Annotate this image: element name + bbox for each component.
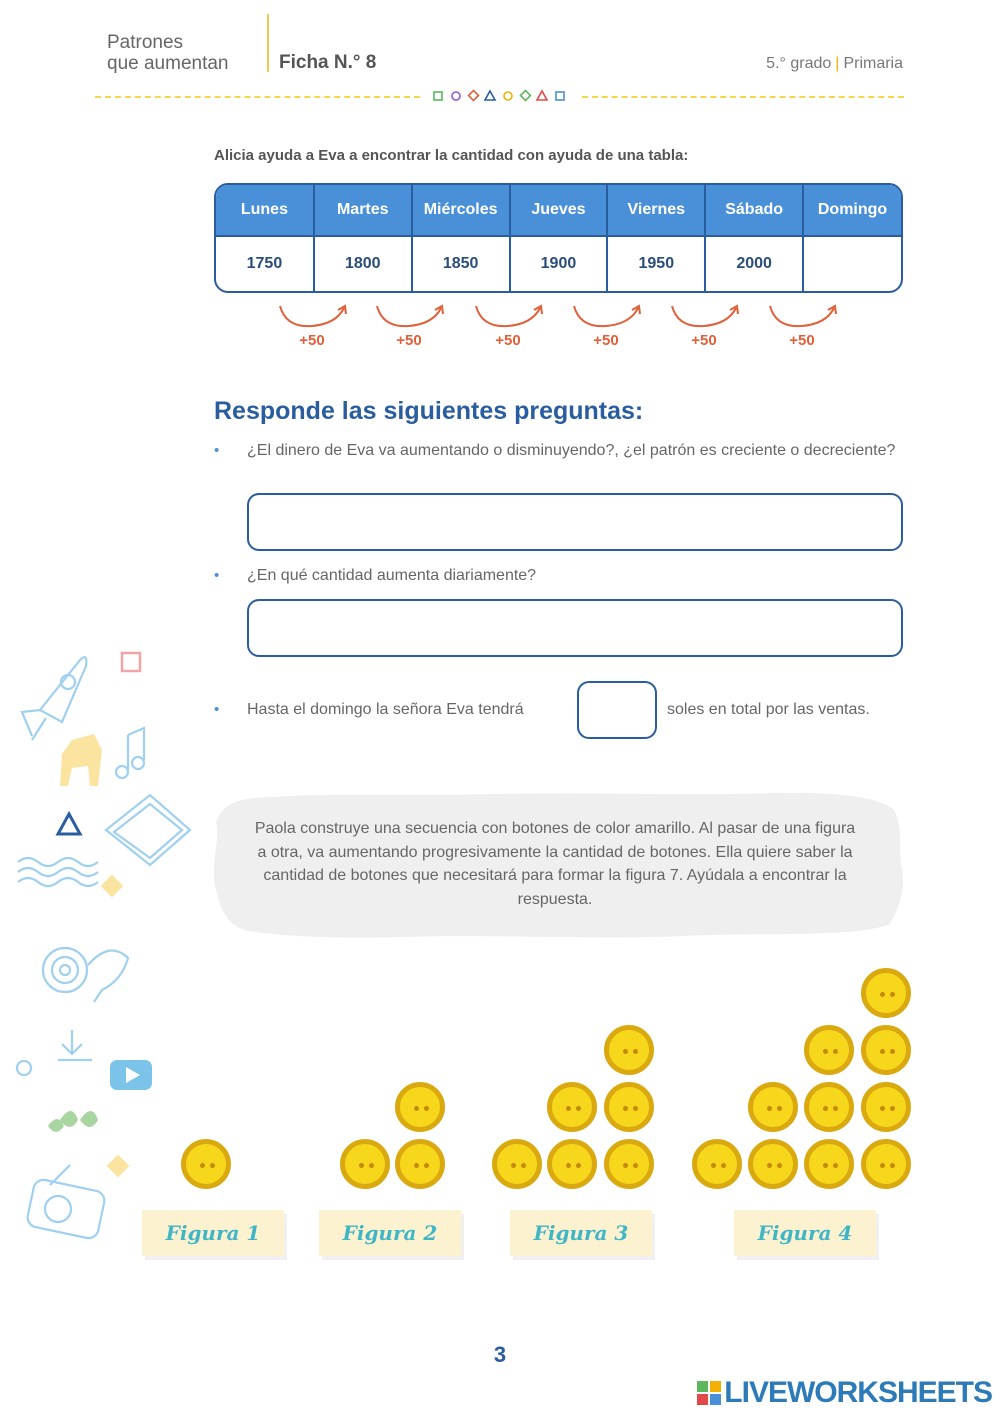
step-label: +50 [495, 332, 521, 349]
figure-label: Figura 3 [510, 1210, 652, 1256]
days-row [216, 185, 901, 236]
question-3-after: soles en total por las ventas. [667, 701, 870, 718]
step-label: +50 [789, 332, 815, 349]
yellow-button-icon [861, 968, 911, 1018]
day-header: Jueves [510, 185, 608, 236]
step-label: +50 [593, 332, 619, 349]
topic-line-2: que aumentan [107, 53, 229, 74]
answer-field-1[interactable] [247, 493, 903, 551]
intro-text: Alicia ayuda a Eva a encontrar la cantidad con ayuda de una tabla: [214, 147, 689, 164]
bullet-2: • [214, 567, 220, 584]
curved-arrow-icon [566, 302, 646, 330]
liveworksheets-watermark[interactable]: LIVEWORKSHEETS [724, 1376, 992, 1409]
curved-arrow-icon [369, 302, 449, 330]
decorative-doodles-icon [10, 640, 200, 1260]
domingo-answer-cell[interactable] [803, 236, 901, 291]
day-header: Miércoles [412, 185, 510, 236]
cloud-problem-text: Paola construye una secuencia con botones de color amarillo. Al pasar de una figura a otra, va aumentando progresivamente la cantidad de botones. Ella quiere saber la cantidad de botones que necesitará para formar la figura 7. Ayúdala a encontrar la respuesta. [254, 820, 856, 908]
figure-label: Figura 2 [319, 1210, 461, 1256]
yellow-button-icon [604, 1025, 654, 1075]
yellow-button-icon [804, 1139, 854, 1189]
sales-table [214, 183, 903, 293]
yellow-button-icon [804, 1025, 854, 1075]
question-1: ¿El dinero de Eva va aumentando o disminuyendo?, ¿el patrón es creciente o decreciente? [247, 442, 896, 459]
yellow-button-icon [340, 1139, 390, 1189]
increment-step [664, 302, 744, 349]
values-row [216, 236, 901, 291]
step-label: +50 [691, 332, 717, 349]
grade-separator: | [835, 55, 840, 72]
yellow-button-icon [395, 1082, 445, 1132]
yellow-button-icon [492, 1139, 542, 1189]
curved-arrow-icon [664, 302, 744, 330]
yellow-button-icon [748, 1139, 798, 1189]
yellow-button-icon [604, 1139, 654, 1189]
liveworksheets-logo-icon [697, 1381, 721, 1405]
day-header: Viernes [607, 185, 705, 236]
increment-step [272, 302, 352, 349]
question-3-before: Hasta el domingo la señora Eva tendrá [247, 701, 524, 718]
step-label: +50 [396, 332, 422, 349]
figure-label: Figura 4 [734, 1210, 876, 1256]
yellow-button-icon [604, 1082, 654, 1132]
bullet-1: • [214, 442, 220, 459]
question-2: ¿En qué cantidad aumenta diariamente? [247, 567, 537, 584]
answer-field-2[interactable] [247, 599, 903, 657]
header-divider [267, 14, 269, 72]
grade-level [766, 55, 903, 73]
curved-arrow-icon [272, 302, 352, 330]
value-cell: 1950 [607, 236, 705, 291]
value-cell: 1800 [314, 236, 412, 291]
yellow-button-icon [395, 1139, 445, 1189]
ficha-number: Ficha N.° 8 [279, 52, 377, 73]
value-cell: 1900 [510, 236, 608, 291]
yellow-button-icon [804, 1082, 854, 1132]
yellow-button-icon [748, 1082, 798, 1132]
day-header: Martes [314, 185, 412, 236]
value-cell: 1750 [216, 236, 314, 291]
header-dashed-line-right [582, 96, 904, 98]
worksheet-topic [107, 32, 229, 74]
yellow-button-icon [692, 1139, 742, 1189]
bullet-3: • [214, 701, 220, 718]
page-number: 3 [493, 1342, 507, 1367]
yellow-button-icon [547, 1082, 597, 1132]
curved-arrow-icon [762, 302, 842, 330]
increment-step [369, 302, 449, 349]
grade-text: 5.° grado [766, 55, 832, 72]
value-cell: 2000 [705, 236, 803, 291]
topic-line-1: Patrones [107, 32, 184, 53]
day-header: Domingo [803, 185, 901, 236]
curved-arrow-icon [468, 302, 548, 330]
value-cell: 1850 [412, 236, 510, 291]
header-dashed-line-left [95, 96, 420, 98]
increment-step [762, 302, 842, 349]
total-soles-input[interactable] [577, 681, 657, 739]
questions-title: Responde las siguientes preguntas: [214, 397, 644, 425]
level-text: Primaria [843, 55, 903, 72]
yellow-button-icon [861, 1025, 911, 1075]
increment-step [468, 302, 548, 349]
decorative-shapes-icon [430, 88, 570, 104]
yellow-button-icon [861, 1082, 911, 1132]
yellow-button-icon [547, 1139, 597, 1189]
yellow-button-icon [861, 1139, 911, 1189]
increment-step [566, 302, 646, 349]
day-header: Lunes [216, 185, 314, 236]
day-header: Sábado [705, 185, 803, 236]
step-label: +50 [299, 332, 325, 349]
figure-label: Figura 1 [142, 1210, 284, 1256]
